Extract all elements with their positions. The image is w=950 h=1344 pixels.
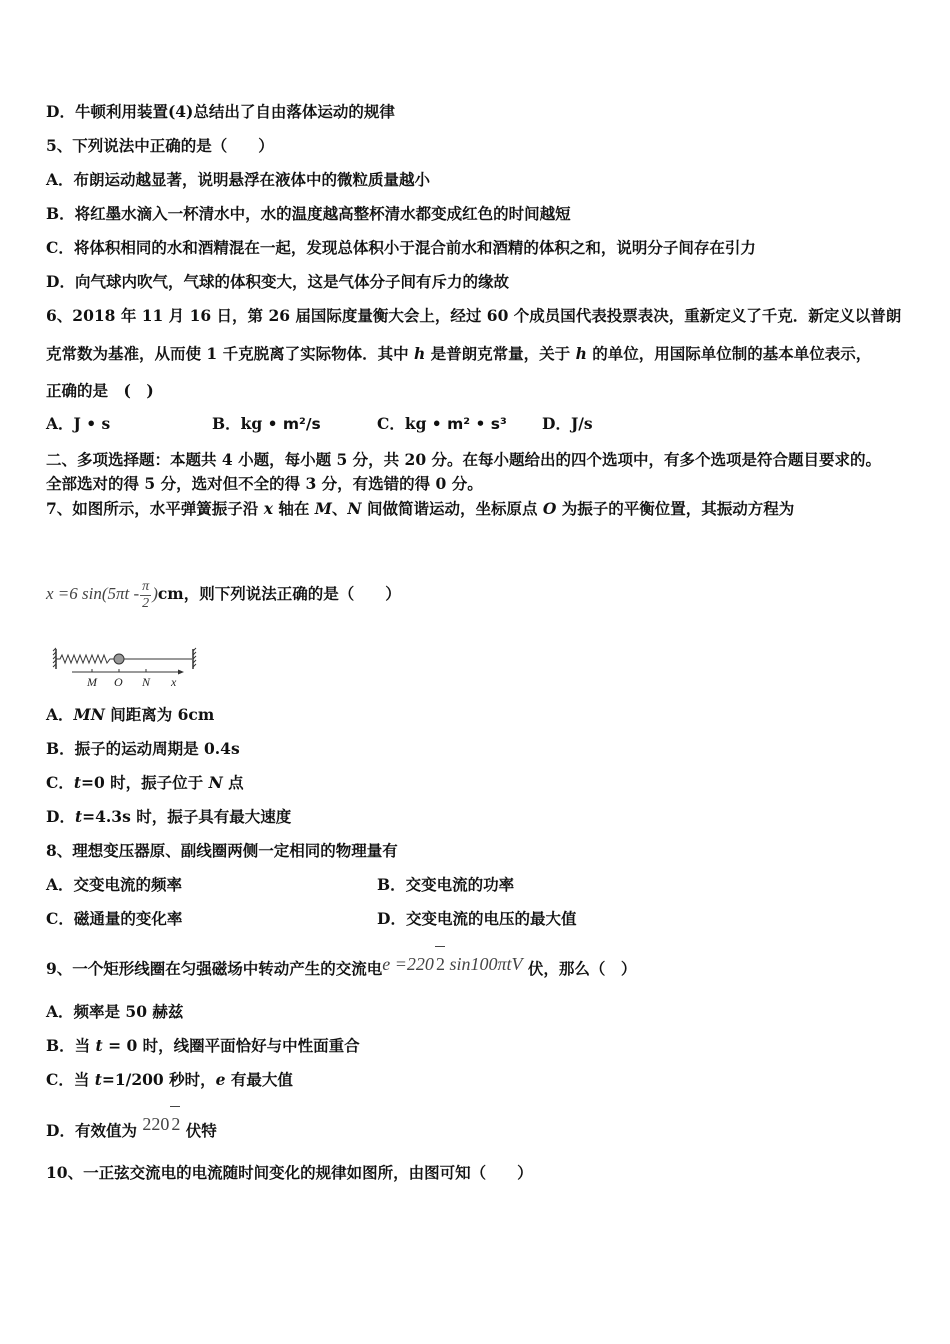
q6-option-d: D．J/s [542,414,593,433]
spring [56,655,114,663]
q5-option-c: C．将体积相同的水和酒精混在一起，发现总体积小于混合前水和酒精的体积之和，说明分子间存在引力 [46,238,756,257]
q6-option-b: B．kg • m²/s [212,414,321,433]
q8-stem: 8、理想变压器原、副线圈两侧一定相同的物理量有 [46,841,398,860]
q9-rms-value: 220 2 [142,1114,180,1134]
q9-option-a: A．频率是 50 赫兹 [46,1002,184,1021]
q7-stem: 7、如图所示，水平弹簧振子沿 x 轴在 M、N 间做简谐运动，坐标原点 O 为振子的平衡位置，其振动方程为 [46,499,795,518]
q5-option-d: D．向气球内吹气，气球的体积变大，这是气体分子间有斥力的缘故 [46,272,509,291]
q4-option-d: D．牛顿利用装置(4)总结出了自由落体运动的规律 [46,102,395,121]
label-x: x [171,675,177,689]
q5-option-b: B．将红墨水滴入一杯清水中，水的温度越高整杯清水都变成红色的时间越短 [46,204,571,223]
right-wall [193,648,196,669]
spring-oscillator-figure [52,645,202,691]
q7-option-b: B．振子的运动周期是 0.4s [46,739,240,758]
q7-option-c: C．t=0 时，振子位于 N 点 [46,773,244,792]
q5-option-a: A．布朗运动越显著，说明悬浮在液体中的微粒质量越小 [46,170,431,189]
q5-stem: 5、下列说法中正确的是（ ） [46,136,274,155]
q9-option-d: D．有效值为 220 2 伏特 [46,1106,217,1148]
left-wall [53,648,56,669]
q6-stem-line2: 克常数为基准，从而使 1 千克脱离了实际物体．其中 h 是普朗克常量，关于 h 的单位，用国际单位制的基本单位表示， [46,344,872,363]
oscillator-ball [114,654,124,664]
x-axis-arrow [178,670,184,675]
q9-option-b: B．当 t = 0 时，线圈平面恰好与中性面重合 [46,1036,360,1055]
label-o: O [114,675,123,689]
label-m: M [87,675,97,689]
q7-option-a: A．MN 间距离为 6cm [46,705,215,724]
section2-line1: 二、多项选择题：本题共 4 小题，每小题 5 分，共 20 分。在每小题给出的四个选项中，有多个选项是符合题目要求的。 [46,450,882,469]
q7-equation-fraction: $\frac{\pi}{2}$ [142,578,150,611]
q8-option-b: B．交变电流的功率 [377,875,515,894]
q10-stem: 10、一正弦交流电的电流随时间变化的规律如图所，由图可知（ ） [46,1163,533,1182]
q7-option-d: D．t=4.3s 时，振子具有最大速度 [46,807,292,826]
section2-line2: 全部选对的得 5 分，选对但不全的得 3 分，有选错的得 0 分。 [46,474,483,493]
q8-option-c: C．磁通量的变化率 [46,909,183,928]
q9-equation: e =220 2 sin100πtV [382,954,522,974]
q9-stem: 9、一个矩形线圈在匀强磁场中转动产生的交流电e =220 2 sin100πtV 伏，那么（ ） [46,946,636,986]
q6-stem-line1: 6、2018 年 11 月 16 日，第 26 届国际度量衡大会上，经过 60 个成员国代表投票表决，重新定义了千克．新定义以普朗 [46,306,902,325]
q6-stem-line3: 正确的是 ( ) [46,381,154,400]
q8-option-d: D．交变电流的电压的最大值 [377,909,577,928]
q6-option-a: A．J • s [46,414,111,433]
label-n: N [142,675,151,689]
q8-option-a: A．交变电流的频率 [46,875,183,894]
q6-option-c: C．kg • m² • s³ [377,414,507,433]
q7-equation: x =6 sin(5πt - $\frac{\pi}{2}$ ) [46,578,158,611]
q9-option-c: C．当 t=1/200 秒时，e 有最大值 [46,1070,293,1089]
q7-equation-line: x =6 sin(5πt - $\frac{\pi}{2}$ )cm，则下列说法正确的是（ ） [46,578,401,611]
